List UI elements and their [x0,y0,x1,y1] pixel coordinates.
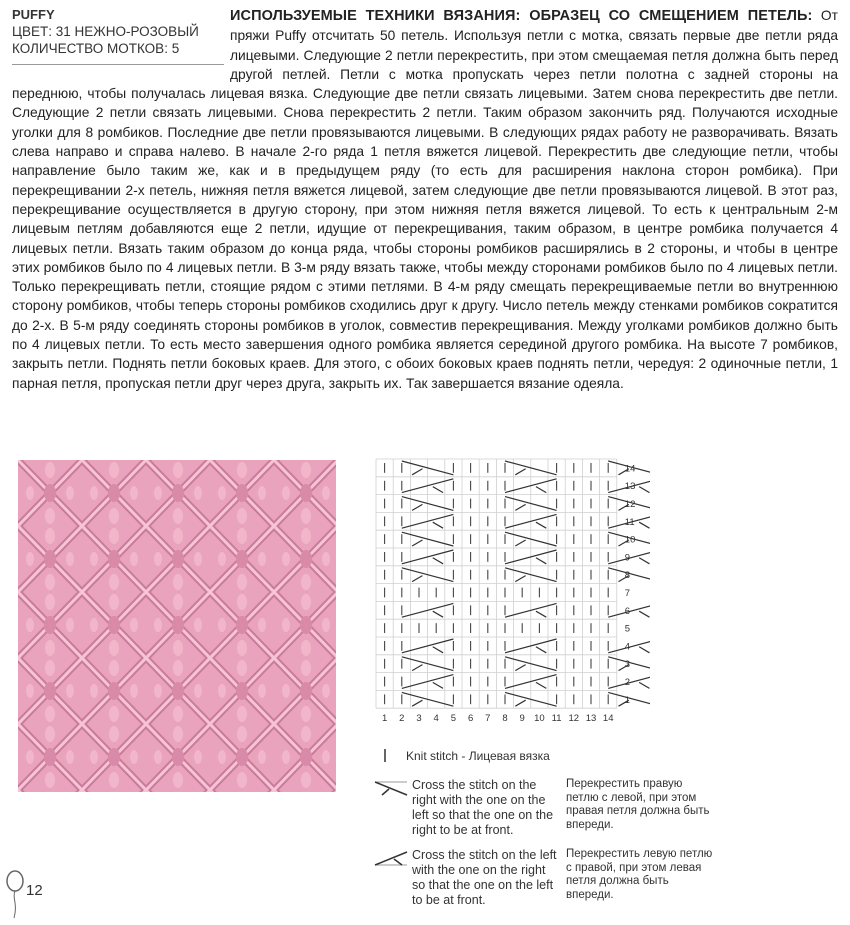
knit-label-ru: - Лицевая вязка [458,749,550,763]
row-number-label: 12 [624,499,636,510]
knitting-chart [370,455,650,730]
legend-cross-left [372,848,842,912]
cross-left-mark [433,611,443,617]
column-number-label: 5 [450,713,457,725]
cross-left-mark [639,647,649,653]
cross-left-ru: Перекрестить левую петлю с правой, при этом левая петля должна быть впереди. [566,848,713,901]
column-number-label: 11 [551,713,562,725]
column-number-label: 10 [534,713,545,725]
cross-right-icon [374,780,408,798]
column-number-label: 1 [381,713,388,725]
article-body: От пряжи Puffy отсчитать 50 петель. Используя петли с мотка, связать первые две петли ряда лицевыми. Следующие 2 петли перекрестить, при этом смещаемая петля должна быть перед другой петлей. Петли с мотка пропускать через петли полотна с задней стороны на переднюю, чтобы получалась лицевая вязка. Следующие две петли связать лицевыми. Затем снова перекрестить две петли. Следующие 2 петли связать лицевыми. Снова перекрестить 2 петли. Таким образом закончить ряд. Получаются исходные уголки для 8 ромбиков. Последние две петли провязываются лицевыми. В следующих рядах работу не разворачивать. Вязать слева направо и справа налево. В начале 2-го ряда 1 петля вяжется лицевой. Перекрестить две следующие петли, чтобы направление было таким же, как и в предыдущем ряду (то есть для расширения наклона сторон ромбика). При перекрещивании 2-х петель, нижняя петля вяжется лицевой, затем следующие две петли провязываются лицевой. В этот раз, перекрещивание осуществляется в другую сторону, при этом нижняя петля вяжется лицевой. То есть к центральным 2-м лицевым петлям добавляются еще 2 петли, идущие от перекрещивания, таким образом, в центре ромбика получается 4 лицевых петли. Вязать таким образом до конца ряда, чтобы стороны ромбиков расширялись в 2 стороны, и чтобы в центре этих ромбиков было по 4 лицевых петли. В 3-м ряду вязать также, чтобы между сторонами ромбиков было по 4 лицевых петли. Только перекрещивать петли, стоящие рядом с этими петлями. В 4-м ряду смещать перекрещиваемые петли во внутреннюю сторону ромбиков, чтобы теперь стороны ромбиков сходились друг к другу. Число петель между стенками ромбиков сократится до 2-х. В 5-м ряду соединять стороны ромбиков в уголок, совместив перекрещивания. Между уголками ромбиков должно быть по 4 лицевых петли. То есть место завершения одного ромбика является серединой другого ромбика. На высоте 7 ромбиков, закрыть петли. Поднять петли боковых краев. Для этого, с обоих боковых краев поднять петли, чередуя: 2 одиночные петли, 1 парная петля, пропуская петли друг через друга, закрыть их. Так завершается вязание одеяла. [12,8,838,391]
column-number-label: 13 [585,713,597,725]
row-number-label: 3 [624,659,631,671]
cross-right-mark [515,504,525,510]
knit-stitch-icon [378,748,392,764]
column-number-label: 12 [568,713,580,725]
yarn-skeins: КОЛИЧЕСТВО МОТКОВ: 5 [12,41,180,56]
cross-left-mark [639,682,649,688]
cross-left-mark [536,682,546,688]
legend-knit [372,746,842,766]
row-number-label: 4 [624,641,631,653]
info-divider [12,64,224,65]
row-number-label: 6 [624,605,631,617]
cross-left-mark [433,487,443,493]
cross-right-mark [515,700,525,706]
yarn-brand: PUFFY [12,7,55,22]
cross-left-mark [536,558,546,564]
chart-grid [370,455,650,730]
legend-cross-right [372,778,842,842]
article-title: ИСПОЛЬЗУЕМЫЕ ТЕХНИКИ ВЯЗАНИЯ: ОБРАЗЕЦ СО СМЕЩЕНИЕМ ПЕТЕЛЬ: [230,8,813,24]
column-number-label: 3 [416,713,422,725]
column-number-label: 9 [519,713,525,725]
cross-left-mark [639,487,649,493]
cross-left-mark [433,522,443,528]
cross-right-mark [515,540,525,546]
column-number-label: 2 [399,713,405,725]
cross-right-mark [412,665,422,671]
row-number-label: 1 [624,694,631,706]
cross-left-mark [536,611,546,617]
cross-right-mark [412,576,422,582]
row-number-label: 5 [624,623,631,635]
cross-right-mark [412,504,422,510]
cross-right-mark [515,576,525,582]
column-number-label: 14 [602,713,614,725]
cross-left-mark [433,682,443,688]
cross-left-mark [433,558,443,564]
cross-left-mark [433,647,443,653]
page-number [4,870,43,924]
cross-left-mark [536,522,546,528]
cross-right-mark [412,700,422,706]
page-number-value: 12 [26,882,43,899]
row-number-label: 13 [624,481,636,493]
knit-label-en: Knit stitch [406,749,459,763]
yarn-info [12,6,224,57]
row-number-label: 11 [624,516,635,528]
cross-right-ru: Перекрестить правую петлю с левой, при этом правая петля должна быть впереди. [566,778,710,831]
yarn-color: ЦВЕТ: 31 НЕЖНО-РОЗОВЫЙ [12,24,199,39]
cross-left-icon [374,850,408,868]
cross-left-mark [639,611,649,617]
knitted-sample-photo [18,460,336,792]
cross-left-mark [536,647,546,653]
cross-left-mark [536,487,546,493]
balloon-icon [4,870,26,920]
knit-texture [18,460,336,792]
row-number-label: 2 [624,677,631,688]
cross-left-mark [639,558,649,564]
row-number-label: 8 [624,570,631,582]
cross-right-mark [412,469,422,475]
row-number-label: 10 [624,534,636,546]
row-number-label: 7 [624,588,631,599]
column-number-label: 6 [467,713,474,725]
column-number-label: 8 [502,713,508,725]
cross-left-en: Cross the stitch on the left with the one on the right so that the one on the left to be at front. [412,848,557,907]
row-number-label: 14 [624,463,636,475]
column-number-label: 4 [433,713,439,725]
cross-right-mark [515,469,525,475]
column-number-label: 7 [485,713,491,725]
cross-left-mark [639,522,649,528]
row-number-label: 9 [624,552,631,564]
cross-right-en: Cross the stitch on the right with the one on the left so that the one on the right to be at front. [412,778,554,837]
cross-right-mark [412,540,422,546]
cross-right-mark [515,665,525,671]
